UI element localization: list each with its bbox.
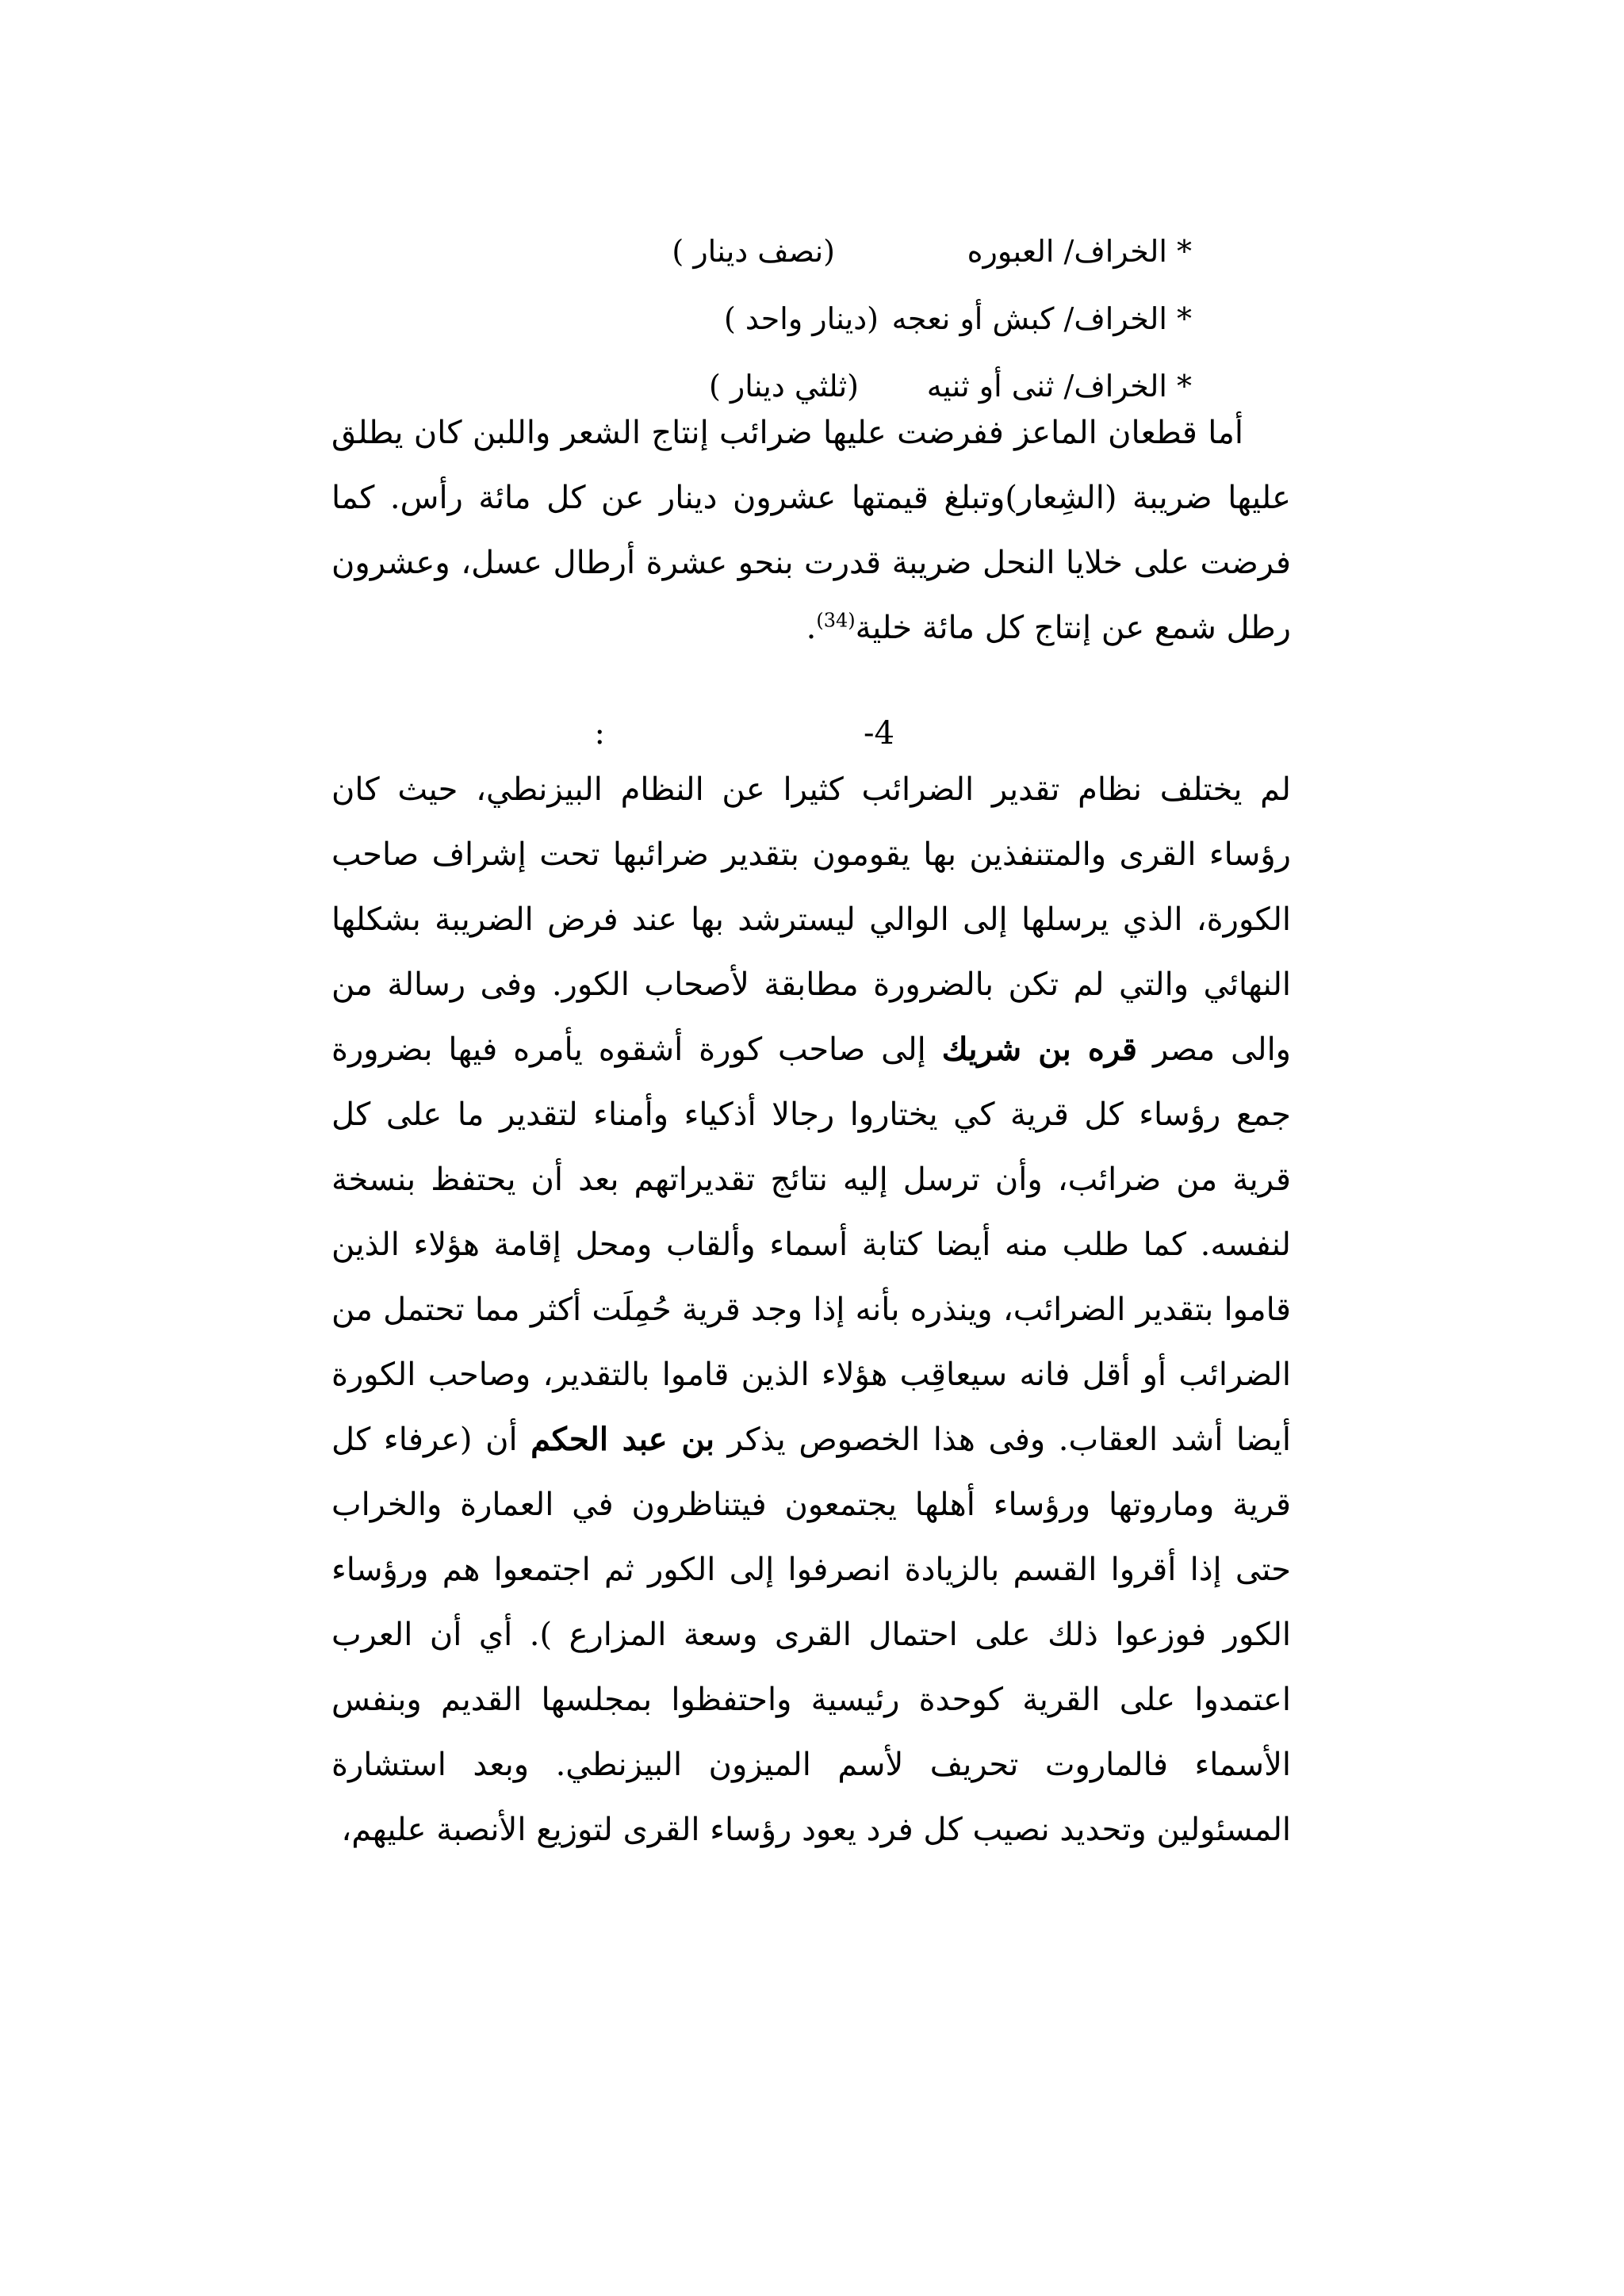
footnote-reference: (34) [816,609,856,632]
person-name-ibn-abd-al-hakam: بن عبد الحكم [530,1421,714,1458]
person-name-qurra-bin-sharik: قره بن شريك [941,1031,1138,1068]
paragraph-tax-assessment [331,757,1291,1862]
section-number: 4- [864,715,894,752]
paragraph-text: أما قطعان الماعز ففرضت عليها ضرائب إنتاج الشعر واللبن كان يطلق عليها ضريبة (الشِعار)وتبلغ قيمتها عشرون دينار عن كل مائة رأس. كما فرضت على خلايا النحل ضريبة قدرت بنحو عشرة أرطال عسل، وعشرون رطل شمع عن إنتاج كل مائة خلية [331,415,1291,646]
tax-item-amount: (نصف دينار ) [672,234,835,269]
tax-item-label: * الخراف/ العبوره [967,234,1192,269]
tax-item-label: * الخراف/ ثنى أو ثنيه [926,369,1192,404]
section-heading [331,706,1291,761]
tax-item-label: * الخراف/ كبش أو نعجه [891,301,1192,336]
paragraph-text: إلى صاحب كورة أشقوه يأمره فيها بضرورة جمع رؤساء كل قرية كي يختاروا رجالا أذكياء وأمناء لتقدير ما على كل قرية من ضرائب، وأن ترسل إليه نتائج تقديراتهم بعد أن يحتفظ بنسخة لنفسه. كما طلب منه أيضا كتابة أسماء وألقاب ومحل إقامة هؤلاء الذين قاموا بتقدير الضرائب، وينذره بأنه إذا وجد قرية حُمِلَت أكثر مما تحتمل من الضرائب أو أقل فانه سيعاقِب هؤلاء الذين قاموا بالتقدير، وصاحب الكورة أيضا أشد العقاب. وفى هذا الخصوص يذكر [331,1031,1291,1458]
tax-item-amount: (ثلثي دينار ) [709,369,859,404]
tax-item-amount: (دينار واحد ) [723,301,879,336]
paragraph-livestock-taxes [331,400,1291,660]
tax-list [478,218,1192,420]
list-item [478,218,1192,285]
section-colon: : [594,715,605,752]
list-item [478,285,1192,353]
paragraph-text: لم يختلف نظام تقدير الضرائب كثيرا عن النظام البيزنطي، حيث كان رؤساء القرى والمتنفذين بها يقومون بتقدير ضرائبها تحت إشراف صاحب الكورة، الذي يرسلها إلى الوالي ليسترشد بها عند فرض الضريبة بشكلها النهائي والتي لم تكن بالضرورة مطابقة لأصحاب الكور. وفى رسالة من والى مصر [331,771,1291,1068]
paragraph-text: أن (عرفاء كل قرية وماروتها ورؤساء أهلها يجتمعون فيتناظرون في العمارة والخراب حتى إذا أقروا القسم بالزيادة انصرفوا إلى الكور ثم اجتمعوا هم ورؤساء الكور فوزعوا ذلك على احتمال القرى وسعة المزارع ). أي أن العرب اعتمدوا على القرية كوحدة رئيسية واحتفظوا بمجلسها القديم وبنفس الأسماء فالماروت تحريف لأسم الميزون البيزنطي. وبعد استشارة المسئولين وتحديد نصيب كل فرد يعود رؤساء القرى لتوزيع الأنصبة عليهم، [331,1422,1292,1848]
paragraph-end: . [806,610,817,646]
